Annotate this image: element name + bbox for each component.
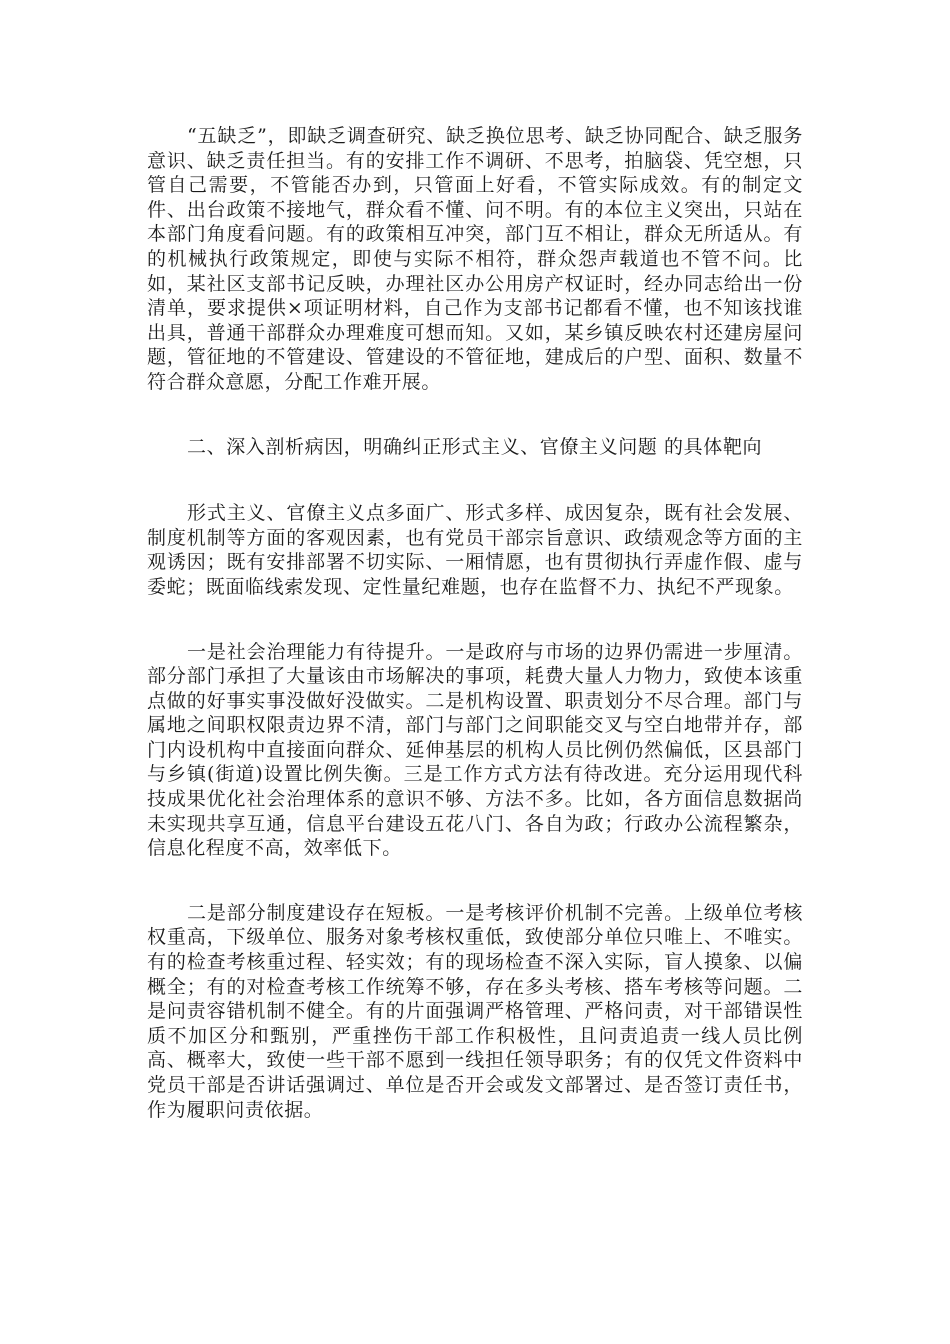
document-body (147, 124, 803, 1162)
paragraph-institutional-shortcomings: 二是部分制度建设存在短板。一是考核评价机制不完善。上级单位考核权重高，下级单位、服务对象考核权重低，致使部分单位只唯上、不唯实。有的检查考核重过程、轻实效；有的现场检查不深入实际，盲人摸象、以偏概全；有的对检查考核工作统筹不够，存在多头考核、搭车考核等问题。二是问责容错机制不健全。有的片面强调严格管理、严格问责，对干部错误性质不加区分和甄别，严重挫伤干部工作积极性，且问责追责一线人员比例高、概率大，致使一些干部不愿到一线担任领导职务；有的仅凭文件资料中党员干部是否讲话强调过、单位是否开会或发文部署过、是否签订责任书，作为履职问责依据。 (147, 901, 803, 1121)
paragraph-five-lacks: “五缺乏”，即缺乏调查研究、缺乏换位思考、缺乏协同配合、缺乏服务意识、缺乏责任担当。有的安排工作不调研、不思考，拍脑袋、凭空想，只管自己需要，不管能否办到，只管面上好看，不管实际成效。有的制定文件、出台政策不接地气，群众看不懂、问不明。有的本位主义突出，只站在本部门角度看问题。有的政策相互冲突，部门互不相让，群众无所适从。有的机械执行政策规定，即使与实际不相符，群众怨声载道也不管不问。比如，某社区支部书记反映，办理社区办公用房产权证时，经办同志给出一份清单，要求提供×项证明材料，自己作为支部书记都看不懂，也不知该找谁出具，普通干部群众办理难度可想而知。又如，某乡镇反映农村还建房屋问题，管征地的不管建设、管建设的不管征地，建成后的户型、面积、数量不符合群众意愿，分配工作难开展。 (147, 125, 803, 393)
section-heading: 二、深入剖析病因，明确纠正形式主义、官僚主义问题 的具体靶向 (187, 435, 763, 458)
paragraph-causes-overview: 形式主义、官僚主义点多面广、形式多样、成因复杂，既有社会发展、制度机制等方面的客观因素，也有党员干部宗旨意识、政绩观念等方面的主观诱因；既有安排部署不切实际、一厢情愿，也有贯彻执行弄虚作假、虚与委蛇；既面临线索发现、定性量纪难题，也存在监督不力、执纪不严现象。 (147, 502, 803, 598)
paragraph-governance-capacity: 一是社会治理能力有待提升。一是政府与市场的边界仍需进一步厘清。部分部门承担了大量该由市场解决的事项，耗费大量人力物力，致使本该重点做的好事实事没做好没做实。二是机构设置、职责划分不尽合理。部门与属地之间职权限责边界不清，部门与部门之间职能交叉与空白地带并存，部门内设机构中直接面向群众、延伸基层的机构人员比例仍然偏低，区县部门与乡镇(街道)设置比例失衡。三是工作方式方法有待改进。充分运用现代科技成果优化社会治理体系的意识不够、方法不多。比如，各方面信息数据尚未实现共享互通，信息平台建设五花八门、各自为政；行政办公流程繁杂，信息化程度不高，效率低下。 (147, 640, 803, 860)
